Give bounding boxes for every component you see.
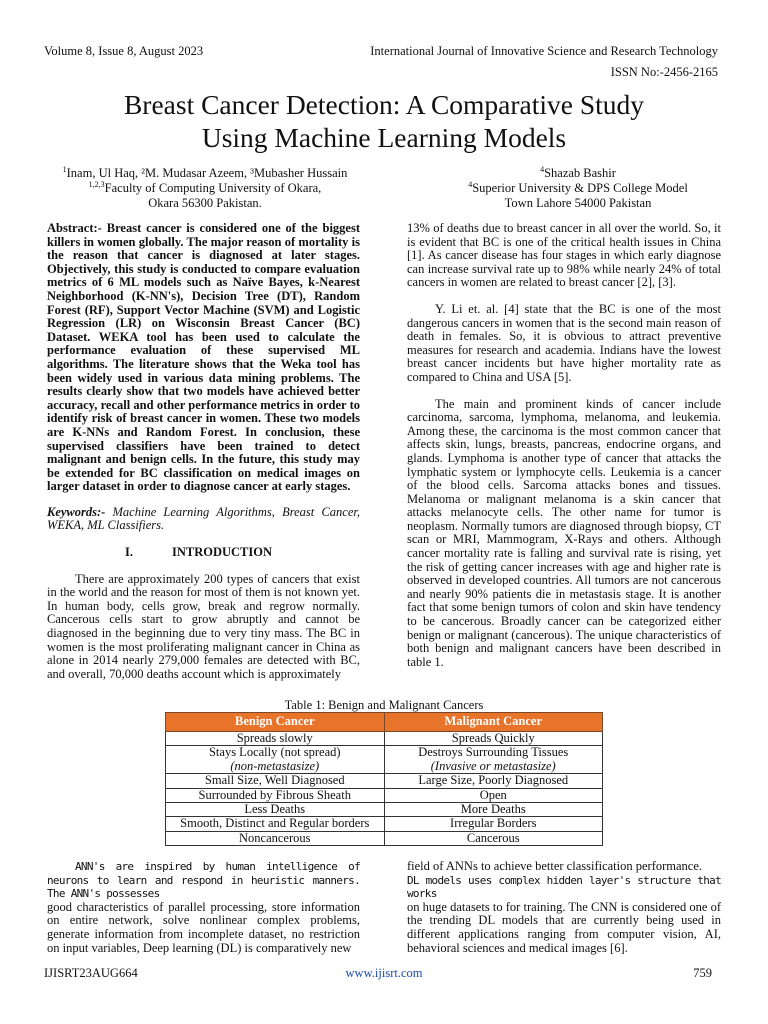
benign-cell: Smooth, Distinct and Regular borders (166, 817, 385, 831)
right-column (407, 222, 721, 669)
benign-cell: Stays Locally (not spread) (non-metastasize) (166, 746, 385, 774)
authors-right: $^4$Shazab Bashir $^4$Superior University & DPS College Model Town Lahore 54000 Pakistan (428, 166, 728, 211)
malignant-cell: Open (384, 788, 603, 802)
journal-url[interactable]: www.ijisrt.com (345, 966, 423, 980)
table-row (166, 803, 603, 817)
affiliation-2: Superior University & DPS College Model (472, 181, 688, 195)
title-line-2: Using Machine Learning Models (201, 122, 567, 153)
malignant-cell: More Deaths (384, 803, 603, 817)
malignant-cell: Irregular Borders (384, 817, 603, 831)
benign-cell: Noncancerous (166, 831, 385, 845)
malignant-cell: Large Size, Poorly Diagnosed (384, 774, 603, 788)
ann-paragraph-rest: good characteristics of parallel processing, store information on entire network, solve nonlinear complex problems, generate information from incomplete dataset, no restriction on input variables, Deep learning (DL) is comparatively new (47, 899, 360, 955)
author-name-4: Shazab Bashir (544, 166, 616, 180)
right-column-bottom (407, 860, 721, 955)
malignant-cell: Cancerous (384, 831, 603, 845)
right-paragraph-1: 13% of deaths due to breast cancer in all over the world. So, it is evident that BC is one of the critical health issues in China [1]. As cancer disease has four stages in which early diagnose can increase survival rate up to 98% while nearly 24% of total cancers in women are related to breast cancer [2], [3]. (407, 221, 721, 290)
right-paragraph-3: The main and prominent kinds of cancer include carcinoma, sarcoma, lymphoma, melanoma, and leukemia. Among these, the carcinoma is the most common cancer that affects skin, lungs, breasts, pancreas, endocrine organs, and glands. Lymphoma is another type of cancer that attacks the lymphatic system or lymphocyte cells. Leukemia is a cancer of the blood cells. Sarcoma attacks bones and tissues. Melanoma or malignant melanoma is a skin cancer that attacks melanocyte cells. The other name for tumor is neoplasm. Normally tumors are diagnosed through biopsy, CT scan or MRI, Mammogram, X-Rays and others. Although cancer mortality rate is falling and survival rate is rising, yet the risk of getting cancer increases with age and higher rate is observed in developed countries. All tumors are not cancerous and nearly 90% patients die in metastasis stage. It is another fact that some benign tumors of colon and skin have tendency to be cancerous. Broadly cancer can be categorized either benign or malignant (cancerous). The unique characteristics of both benign and malignant cancers have been described in table 1. (407, 396, 721, 669)
section-title: INTRODUCTION (172, 545, 273, 560)
benign-cell: Spreads slowly (166, 732, 385, 746)
affiliation-1-city: Okara 56300 Pakistan. (148, 196, 262, 210)
section-number: I. (125, 545, 133, 560)
table-row (166, 746, 603, 774)
paper-title (0, 88, 768, 154)
article-id: IJISRT23AUG664 (44, 966, 138, 980)
issn: ISSN No:-2456-2165 (610, 65, 718, 79)
dl-paragraph-1: field of ANNs to achieve better classification performance. (407, 859, 703, 873)
ann-paragraph-start: ANN's are inspired by human intelligence of neurons to learn and respond in heuristic manners. The ANN's possesses (47, 860, 360, 901)
dl-paragraph-3: on huge datasets to for training. The CNN is considered one of the trending DL models that are currently being used in different applications ranging from computer vision, AI, behavioral sciences and medical images [6]. (407, 899, 721, 955)
intro-paragraph-1: There are approximately 200 types of cancers that exist in the world and the reason for most of them is not known yet. In human body, cells grow, break and regrow normally. Cancerous cells start to grow abruptly and cannot be diagnosed in the beginning due to very tiny mass. The BC in women is the most proliferating malignant cancer in China as alone in 2014 nearly 279,000 females are detected with BC, and overall, 70,000 deaths account which is approximately (47, 571, 360, 681)
dl-paragraph-2: DL models uses complex hidden layer's structure that works (407, 873, 721, 901)
author-names: Inam, Ul Haq, ²M. Mudasar Azeem, ³Mubasher Hussain (66, 166, 348, 180)
malignant-cell: Destroys Surrounding Tissues (Invasive or metastasize) (384, 746, 603, 774)
malignant-cell: Spreads Quickly (384, 732, 603, 746)
section-heading (47, 546, 360, 560)
table-header-malignant: Malignant Cancer (384, 713, 603, 732)
title-line-1: Breast Cancer Detection: A Comparative Study (123, 89, 645, 120)
table-row (166, 831, 603, 845)
right-paragraph-2: Y. Li et. al. [4] state that the BC is one of the most dangerous cancers in women that is the second main reason of death in females. So, it is obvious to attract preventive measures for research and academia. Indians have the lowest breast cancer incidents but have higher mortality rate as compared to China and USA [5]. (407, 301, 721, 384)
affiliation-1: Faculty of Computing University of Okara, (104, 181, 322, 195)
journal-name: International Journal of Innovative Science and Research Technology (370, 44, 718, 58)
benign-malignant-table (165, 712, 603, 846)
table-header-benign: Benign Cancer (166, 713, 385, 732)
left-column-bottom (47, 860, 360, 955)
keywords: Keywords:- Machine Learning Algorithms, Breast Cancer, WEKA, ML Classifiers. (47, 504, 360, 533)
left-column (47, 222, 360, 681)
table-row (166, 817, 603, 831)
affiliation-2-city: Town Lahore 54000 Pakistan (504, 196, 652, 210)
benign-cell: Surrounded by Fibrous Sheath (166, 788, 385, 802)
table-row (166, 788, 603, 802)
abstract: Abstract:- Breast cancer is considered one of the biggest killers in women globally. The major reason of mortality is the reason that cancer is diagnosed at later stages. Objectively, this study is conducted to compare evaluation metrics of 6 ML models such as Naïve Bayes, k-Nearest Neighborhood (K-NN's), Decision Tree (DT), Random Forest (RF), Support Vector Machine (SVM) and Logistic Regression (LR) on Wisconsin Breast Cancer (BC) Dataset. WEKA tool has been used to calculate the performance evaluation of these supervised ML algorithms. The literature shows that the Weka tool has been widely used in various data mining problems. The results clearly show that two models have achieved better accuracy, recall and other performance metrics in order to identify risk of breast cancer in women. These two models are K-NNs and Random Forest. In conclusion, these supervised classifiers have been trained to detect malignant and benign cells. In the future, this study may be extended for BC classification on medical images on larger dataset in order to diagnose cancer at early stages. (47, 221, 360, 494)
table-caption: Table 1: Benign and Malignant Cancers (284, 698, 484, 712)
page-number: 759 (693, 966, 712, 980)
table-row (166, 774, 603, 788)
authors-left: $^1$Inam, Ul Haq, ²M. Mudasar Azeem, ³Mubasher Hussain $^{1,2,3}$Faculty of Computing University of Okara, Okara 56300 Pakistan. (55, 166, 355, 211)
benign-cell: Small Size, Well Diagnosed (166, 774, 385, 788)
benign-cell: Less Deaths (166, 803, 385, 817)
table-row (166, 732, 603, 746)
volume-info: Volume 8, Issue 8, August 2023 (44, 44, 204, 58)
